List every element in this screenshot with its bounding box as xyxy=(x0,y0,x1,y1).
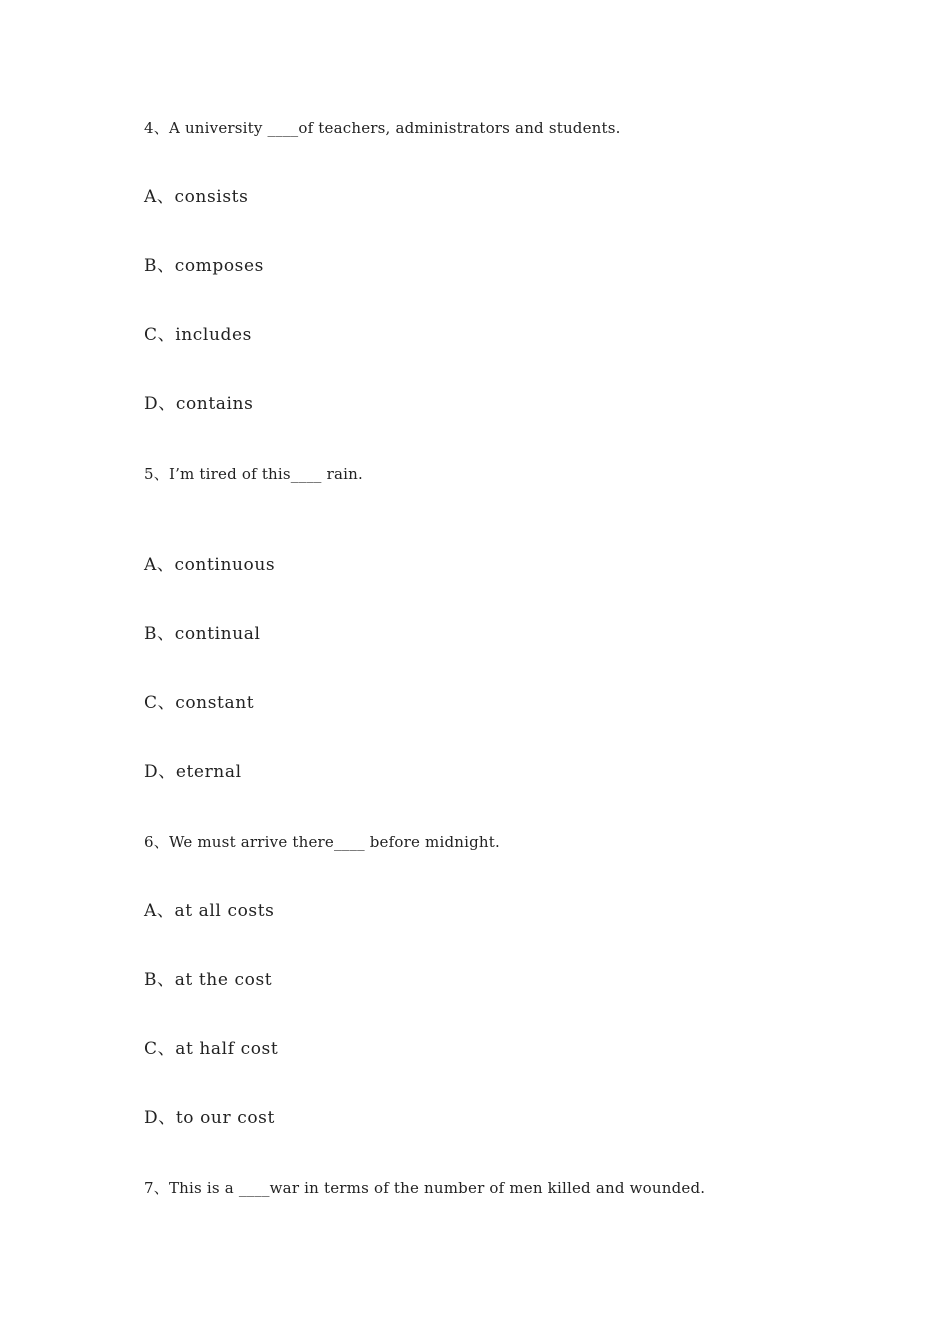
question-stem: 5、I’m tired of this____ rain. xyxy=(144,465,363,483)
option-d: D、contains xyxy=(144,394,254,414)
option-d: D、eternal xyxy=(144,762,242,782)
option-a: A、at all costs xyxy=(144,901,275,921)
option-a: A、continuous xyxy=(144,555,276,575)
option-c: C、at half cost xyxy=(144,1039,279,1059)
option-b: B、at the cost xyxy=(144,970,273,990)
option-b: B、continual xyxy=(144,624,261,644)
option-c: C、includes xyxy=(144,325,252,345)
option-a: A、consists xyxy=(144,187,249,207)
option-c: C、constant xyxy=(144,693,255,713)
question-stem: 7、This is a ____war in terms of the number of men killed and wounded. xyxy=(144,1179,706,1197)
question-stem: 6、We must arrive there____ before midnight. xyxy=(144,833,500,851)
option-b: B、composes xyxy=(144,256,264,276)
option-d: D、to our cost xyxy=(144,1108,275,1128)
question-stem: 4、A university ____of teachers, administrators and students. xyxy=(144,119,621,137)
